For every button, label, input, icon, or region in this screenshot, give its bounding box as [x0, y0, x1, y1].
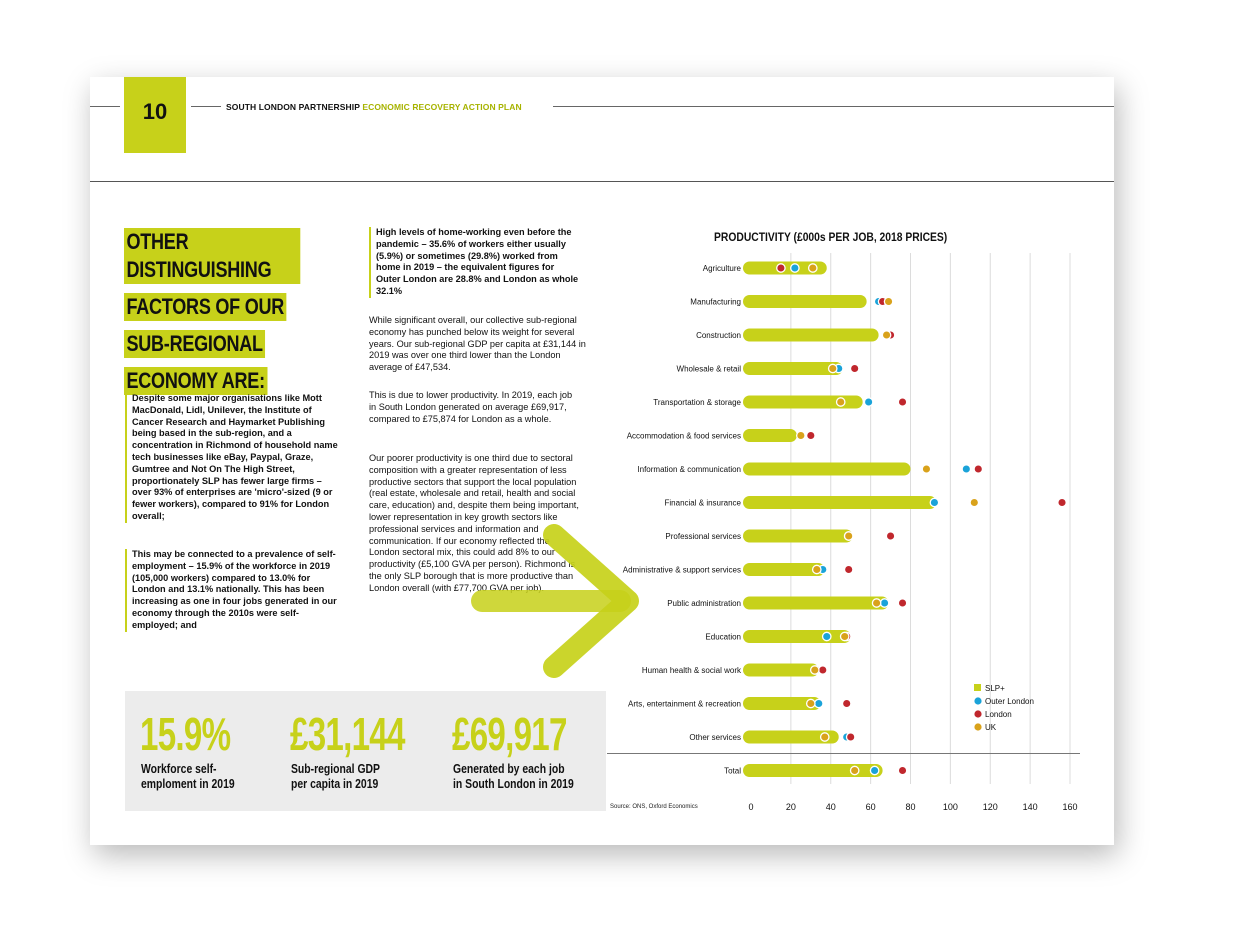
- category-label: Professional services: [665, 532, 741, 541]
- stat-value-gdp: £31,144: [290, 708, 405, 760]
- dot-london: [850, 364, 858, 372]
- bar-slp: [743, 664, 819, 677]
- dot-uk: [821, 733, 829, 741]
- dot-london: [1058, 498, 1066, 506]
- legend-swatch-slp: [974, 684, 981, 691]
- bar-slp: [743, 429, 797, 442]
- legend-label: SLP+: [985, 684, 1005, 693]
- x-tick-label: 120: [982, 802, 998, 812]
- legend-swatch-uk: [974, 723, 981, 730]
- stat-value-per-job: £69,917: [452, 708, 567, 760]
- dot-uk: [922, 465, 930, 473]
- document-page: [90, 77, 1114, 845]
- stat-label-line: Generated by each job: [453, 761, 565, 776]
- category-label: Manufacturing: [690, 297, 741, 307]
- chart-source: Source: ONS, Oxford Economics: [610, 804, 698, 810]
- dot-london: [898, 599, 906, 607]
- paragraph-sectoral: Our poorer productivity is one third due to sectoral composition with a greater representation of less productive sectors that support the local population (real estate, wholesale and retail, health and social care, education) and, despite them being important, lower representation in key growth sectors like professional services and information and communication. If our economy reflected the London sectoral mix, this could add 8% to our productivity (£5,100 GVA per person). Richmond is the only SLP borough that is more productive than London overall (with £77,700 GVA per job).: [369, 453, 579, 593]
- stat-label-line: per capita in 2019: [291, 776, 379, 791]
- bullet-home-working: High levels of home-working even before the pandemic – 35.6% of workers either usually (5.9%) or sometimes (29.8%) worked from home in 2019 – the equivalent figures for Outer London are 28.8% and London as whole 32.1%: [369, 227, 581, 298]
- productivity-chart: [90, 77, 1114, 845]
- heading-line-3: SUB-REGIONAL: [124, 330, 265, 358]
- dot-london: [898, 398, 906, 406]
- stat-label-line: Sub-regional GDP: [291, 761, 380, 776]
- dot-uk: [872, 599, 880, 607]
- dot-outer-london: [864, 398, 872, 406]
- dot-london: [846, 733, 854, 741]
- dot-uk: [837, 398, 845, 406]
- x-tick-label: 100: [942, 802, 958, 812]
- category-label: Total: [724, 766, 741, 776]
- bullet-large-firms: Despite some major organisations like Mott MacDonald, Lidl, Unilever, the Institute of Cancer Research and Haymarket Publishing being based in the sub-region, and a concentration in Richmond of household name tech businesses like eBay, Paypal, Graze, Gumtree and Not On The High Street, proportionately SLP has fewer large firms – over 93% of enterprises are 'micro'-sized (9 or fewer workers), compared to 91% for London overall;: [125, 393, 340, 523]
- dot-uk: [850, 766, 858, 774]
- legend-label: Outer London: [985, 697, 1034, 706]
- category-label: Financial & insurance: [664, 498, 741, 508]
- category-label: Arts, entertainment & recreation: [628, 699, 741, 709]
- bar-slp: [743, 597, 889, 610]
- dot-uk: [813, 565, 821, 573]
- paragraph-productivity: This is due to lower productivity. In 2019, each job in South London generated on average £69,917, compared to £75,874 for London as a whole.: [369, 390, 573, 424]
- legend-label: London: [985, 710, 1012, 719]
- x-tick-label: 0: [748, 802, 754, 812]
- legend-swatch-london: [974, 710, 981, 717]
- dot-uk: [807, 699, 815, 707]
- bar-slp: [743, 630, 851, 643]
- x-tick-label: 20: [785, 802, 796, 812]
- category-label: Education: [705, 632, 741, 642]
- bar-slp: [743, 329, 879, 342]
- bar-slp: [743, 295, 867, 308]
- bar-slp: [743, 496, 936, 509]
- dot-uk: [882, 331, 890, 339]
- page-number: 10: [142, 99, 168, 124]
- bar-slp: [743, 764, 883, 777]
- paragraph-gdp: While significant overall, our collective sub-regional economy has punched below its weight for several years. Our sub-regional GDP per capita at £31,144 in 2019 was over one third lower than the London average of £47,534.: [369, 315, 586, 373]
- dot-london: [777, 264, 785, 272]
- category-label: Information & communication: [637, 465, 741, 474]
- dot-london: [807, 431, 815, 439]
- legend-swatch-outer-london: [974, 697, 981, 704]
- stat-value-self-employment: 15.9%: [140, 708, 231, 760]
- dot-uk: [829, 364, 837, 372]
- legend-label: UK: [985, 723, 997, 732]
- dot-outer-london: [962, 465, 970, 473]
- category-label: Public administration: [667, 599, 741, 608]
- x-tick-label: 40: [825, 802, 836, 812]
- stat-label-line: in South London in 2019: [453, 776, 574, 791]
- bullet-self-employment: This may be connected to a prevalence of self-employment – 15.9% of the workforce in 2019 (105,000 workers) compared to 13.0% for London and 13.1% nationally. This has been increasing as one in four jobs generated in our economy through the 2010s were self-employed; and: [125, 549, 340, 632]
- dot-outer-london: [880, 599, 888, 607]
- bar-slp: [743, 530, 853, 543]
- heading-line-1: OTHER DISTINGUISHING: [124, 228, 300, 284]
- category-label: Construction: [696, 331, 741, 340]
- x-tick-label: 80: [905, 802, 916, 812]
- stat-label-line: Workforce self-: [141, 761, 217, 776]
- dot-london: [974, 465, 982, 473]
- stat-label-line: emploment in 2019: [141, 776, 235, 791]
- header-title-accent: ECONOMIC RECOVERY ACTION PLAN: [362, 102, 522, 112]
- dot-london: [898, 766, 906, 774]
- dot-outer-london: [823, 632, 831, 640]
- dot-london: [844, 565, 852, 573]
- dot-london: [843, 699, 851, 707]
- category-label: Agriculture: [702, 264, 741, 273]
- dot-london: [886, 532, 894, 540]
- category-label: Transportation & storage: [653, 398, 741, 407]
- x-tick-label: 60: [865, 802, 876, 812]
- heading-line-4: ECONOMY ARE:: [124, 367, 267, 395]
- dot-uk: [970, 498, 978, 506]
- dot-outer-london: [815, 699, 823, 707]
- x-tick-label: 140: [1022, 802, 1038, 812]
- header-title-main: SOUTH LONDON PARTNERSHIP: [226, 102, 360, 112]
- category-label: Accommodation & food services: [626, 431, 741, 441]
- category-label: Other services: [689, 733, 741, 742]
- dot-uk: [811, 666, 819, 674]
- heading-line-2: FACTORS OF OUR: [124, 293, 287, 321]
- category-label: Human health & social work: [641, 666, 741, 675]
- category-label: Wholesale & retail: [676, 364, 741, 374]
- bar-slp: [743, 463, 911, 476]
- dot-uk: [884, 297, 892, 305]
- dot-uk: [844, 532, 852, 540]
- dot-uk: [809, 264, 817, 272]
- dot-london: [819, 666, 827, 674]
- dot-uk: [841, 632, 849, 640]
- x-tick-label: 160: [1062, 802, 1078, 812]
- bar-slp: [743, 362, 843, 375]
- category-label: Administrative & support services: [622, 565, 741, 575]
- chart-title: PRODUCTIVITY (£000s PER JOB, 2018 PRICES): [714, 230, 948, 244]
- dot-outer-london: [870, 766, 878, 774]
- dot-outer-london: [930, 498, 938, 506]
- dot-uk: [797, 431, 805, 439]
- dot-outer-london: [791, 264, 799, 272]
